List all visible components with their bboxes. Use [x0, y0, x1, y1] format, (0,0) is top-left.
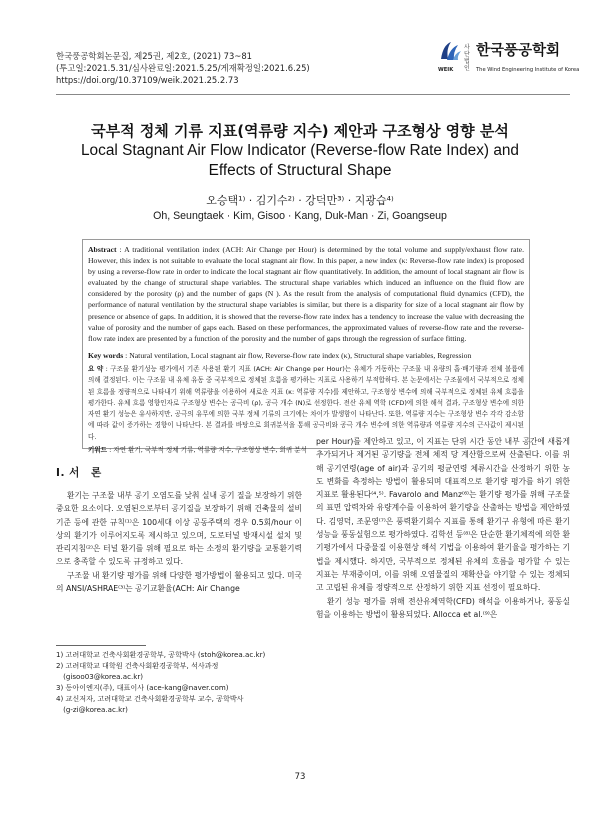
society-logo: [438, 39, 580, 77]
keywords-label: Key words: [88, 350, 124, 360]
doi-link[interactable]: https://doi.org/10.37109/weik.2021.25.2.73: [56, 75, 239, 85]
logo-english-name: The Wind Engineering Institute of Korea: [476, 67, 580, 73]
title-english-line1: Local Stagnant Air Flow Indicator (Reverse-flow Rate Index) and: [81, 142, 519, 159]
left-column: [56, 465, 302, 595]
keywords-english: [88, 350, 524, 361]
intro-paragraph-3: per Hour)를 제안하고 있고, 이 지표는 단위 시간 동안 내부 공간에 새롭게 추가되거나 제거된 공기량을 전체 체적 당 계산함으로써 산출된다. 이를 위해 공기연령(age of air)과 공기의 평균연령 체류시간을 산정하기 위한 농도 변화를 측정하는 방법이 활용되며 대표적으로 환기량 평가를 하기 위한 지표로 활용된다⁽⁴,⁵⁾. Favarolo and Manz⁽⁶⁾는 환기량 평가를 위해 구조물의 표면 압력차와 유량계수를 이용하여 환기량을 산출하는 방법을 제안하였다. 김영덕, 조문영⁽⁷⁾은 풍력환기회수 지표를 통해 환기구 유형에 따른 환기 성능을 풍동실험으로 평가하였다. 김학선 등⁽⁸⁾은 단순한 환기체적에 의한 환기평가에서 다중물질 이용현상 해석 기법을 이용하여 환기율을 평가하는 기법을 제시했다. 하지만, 국부적으로 정체된 유체의 흐름을 평가할 수 있는 지표는 부재중이며, 이를 위해 오염물질의 재확산을 야기할 수 있는 정체되고 고립된 유체를 정량적으로 산정하기 위한 지표 선정이 필요하다.: [316, 437, 570, 593]
logo-abbr: WEIK: [438, 67, 454, 73]
abstract-label: Abstract: [88, 245, 117, 254]
abstract-ko-text: : 구조물 환기성능 평가에서 기존 사용된 환기 지표 (ACH: Air Change per Hour)는 유체가 거동하는 구조물 내 유량의 흡·배기량과 전체 볼륨에 의해 결정된다. 이는 구조물 내 유체 유동 중 국부적으로 정체된 흐름을 평가하는 지표로 사용하기 부적합하다. 본 논문에서는 구조물에서 국부적으로 정체된 흐름을 정량적으로 나타내기 위해 역류량을 이용하여 새로운 지표 (κ: 역류량 지수)를 제안하고, 구조형상 변수에 의해 국부적으로 정체된 유체 흐름을 평가한다. 유체 흐름 영향인자로 구조형상 변수는 공극비 (ρ), 공극 개수 (N)로 선정한다. 전산 유체 역학 (CFD)에 의한 해석 결과, 구조형상 변수에 의한 자연 환기 성능은 유사하지만, 공극의 유무에 의한 국부 정체 기류의 크기에는 차이가 발생함이 나타난다. 또한, 역류량 지수는 구조형상 변수 각각 감소함에 따라 값이 증가하는 경향이 나타난다. 본 결과를 바탕으로 회귀분석을 통해 공극비와 공극 개수 변수에 의한 역류량과 역류량 지수의 근사값이 제시된다.: [88, 364, 524, 441]
section-heading-introduction: I. 서 론: [56, 467, 102, 479]
abstract-korean: [88, 364, 524, 443]
title-english-line2: Effects of Structural Shape: [208, 161, 392, 179]
keywords-text: : Natural ventilation, Local stagnant air flow, Reverse-flow rate index (κ), Structural shape variables, Regression: [125, 350, 472, 360]
abstract-text: : A traditional ventilation index (ACH: Air Change per Hour) is determined by the total volume and supply/exhaust flow rate. However, this index is not suitable to evaluate the local stagnant air flow. In this paper, a new index (κ: Reverse-flow rate index) is proposed by using a reverse-flow rate in order to indicate the local stagnant air flow quantitatively. In addition, the amount of local stagnant air flow is evaluated by the change of structural shape variables. The structural shape variables which induced an influence on the fluid flow are considered by the porosity (ρ) and the number of gaps (N ). As the result from the analysis of computational fluid dynamics (CFD), the performance of natural ventilation by the structural shape variables is similar, but there is a disparity for size of a local stagnant air flow by presence or absence of gaps. In addition, it is showed that the reverse-flow rate index has a tendency to increase the value with decreasing the value of porosity and the number of gaps each. Based on these performances, the approximated values of reverse-flow rate and the reverse-flow rate index are presented by a function of the porosity and the number of gaps through the regression of surface fitting.: [88, 245, 525, 343]
intro-paragraph-1: 환기는 구조물 내부 공기 오염도를 낮춰 실내 공기 질을 보장하기 위한 중요한 요소이다. 오염된으로부터 공기질을 보장하기 위해 건축물의 설비기준 등에 관한 규칙⁽¹⁾은 100세대 이상 공동주택의 경우 0.5회/hour 이상의 환기가 이루어지도록 제시하고 있으며, 도로터널 방재시설 설치 및 관리지침⁽²⁾은 터널 환기를 위해 필요로 하는 소정의 환기량을 교통환기력으로 충족할 수 있도록 규정하고 있다.: [56, 491, 302, 567]
journal-citation: 한국풍공학회논문집, 제25권, 제2호, (2021) 73~81: [56, 51, 252, 61]
keywords-ko-label: 키워드: [88, 446, 107, 455]
footnote-item: (g-zi@korea.ac.kr): [56, 704, 128, 714]
weik-logo-icon: [438, 39, 462, 65]
logo-society-name: 한국풍공학회: [476, 43, 561, 59]
header-divider: [56, 94, 570, 95]
abstract-ko-label: 요 약: [88, 364, 104, 373]
footnote-item: (gisoo03@korea.ac.kr): [56, 671, 144, 681]
footnote-item: 4) 교신저자, 고려대학교 건축사회환경공학부 교수, 공학박사: [56, 693, 244, 703]
submission-dates: (투고일:2021.5.31/심사완료일:2021.5.25/게재확정일:2021.6.25): [56, 63, 310, 73]
footnote-item: 3) 동아이엔지(주), 대표이사 (ace-kang@naver.com): [56, 682, 229, 692]
logo-small-text: 사단 법인: [464, 44, 470, 72]
title-english: [0, 141, 600, 180]
footnote-divider: [56, 645, 146, 646]
abstract-box: [82, 239, 530, 455]
footnotes: [56, 650, 302, 715]
authors-korean: 오승택¹⁾ · 김기수²⁾ · 강덕만³⁾ · 지광습⁴⁾: [206, 194, 394, 207]
footnote-item: 1) 고려대학교 건축사회환경공학부, 공학박사 (stoh@korea.ac.kr): [56, 650, 266, 659]
intro-paragraph-2: 구조물 내 환기량 평가를 위해 다양한 평가방법이 활용되고 있다. 미국의 ANSI/ASHRAE⁽³⁾는 공기교환율(ACH: Air Change: [56, 570, 302, 594]
page-number: 73: [294, 772, 306, 782]
title-korean: 국부적 정체 기류 지표(역류량 지수) 제안과 구조형상 영향 분석: [91, 122, 509, 140]
intro-paragraph-4: 환기 성능 평가를 위해 전산유체역학(CFD) 해석을 이용하거나, 풍동실험을 이용하는 방법이 활용되었다. Allocca et al.⁽⁹⁾은: [316, 596, 570, 619]
journal-header: [56, 50, 310, 86]
right-column: [316, 435, 570, 621]
footnote-item: 2) 고려대학교 대학원 건축사회환경공학부, 석사과정: [56, 660, 219, 670]
authors-english: Oh, Seungtaek · Kim, Gisoo · Kang, Duk-Man · Zi, Goangseup: [153, 210, 447, 222]
keywords-ko-text: : 자연 환기, 국부적 정체 기류, 역류량 지수, 구조형상 변수, 회귀 분석: [109, 446, 307, 455]
abstract-english: [88, 244, 524, 344]
